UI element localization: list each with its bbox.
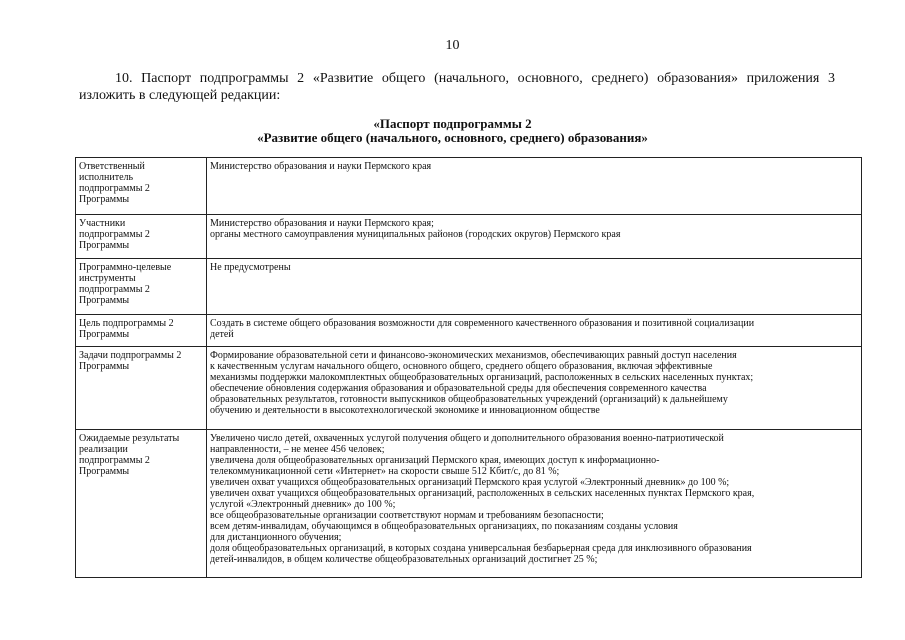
row-label-line: Ожидаемые результаты bbox=[79, 433, 180, 444]
intro-paragraph: 10. Паспорт подпрограммы 2 «Развитие общего (начального, основного, среднего) образования» приложения 3 изложить в следующей редакции: bbox=[79, 71, 835, 103]
row-value-line: увеличен охват учащихся общеобразовательных организаций Пермского края услугой «Электронный дневник» до 100 %; bbox=[210, 477, 730, 488]
row-value-line: детей-инвалидов, в общем количестве общеобразовательных организаций достигнет 25 %; bbox=[210, 554, 598, 565]
row-value-line: Формирование образовательной сети и финансово-экономических механизмов, обеспечивающих равный доступ населения bbox=[210, 350, 737, 361]
row-value-cell bbox=[207, 315, 862, 347]
row-value-line: детей bbox=[210, 329, 234, 340]
row-label-cell bbox=[76, 259, 207, 315]
row-label-cell bbox=[76, 347, 207, 430]
row-value-cell bbox=[207, 215, 862, 259]
title-line: «Развитие общего (начального, основного, среднего) образования» bbox=[257, 130, 648, 145]
row-label-line: инструменты bbox=[79, 273, 136, 284]
row-value-line: обеспечение обновления содержания образования и образовательной среды для обеспечения современного качества bbox=[210, 383, 707, 394]
row-label-line: Программы bbox=[79, 194, 130, 205]
row-label-line: Участники bbox=[79, 218, 126, 229]
table-row bbox=[76, 215, 862, 259]
row-value-line: Не предусмотрены bbox=[210, 262, 291, 273]
table-row bbox=[76, 347, 862, 430]
row-value-line: увеличена доля общеобразовательных организаций Пермского края, имеющих доступ к информационно- bbox=[210, 455, 660, 466]
row-value-cell bbox=[207, 430, 862, 578]
row-value-line: Министерство образования и науки Пермского края; bbox=[210, 218, 434, 229]
row-label-cell bbox=[76, 315, 207, 347]
row-value-line: Министерство образования и науки Пермского края bbox=[210, 161, 432, 172]
row-value-line: органы местного самоуправления муниципальных районов (городских округов) Пермского края bbox=[210, 229, 621, 240]
row-label-line: Цель подпрограммы 2 bbox=[79, 318, 174, 329]
row-value-line: обучению и деятельности в высокотехнологической экономике и инновационном обществе bbox=[210, 405, 600, 416]
title-line: «Паспорт подпрограммы 2 bbox=[373, 116, 532, 131]
row-value-line: Создать в системе общего образования возможности для современного качественного образования и позитивной социализации bbox=[210, 318, 755, 329]
row-label-line: подпрограммы 2 bbox=[79, 183, 150, 194]
passport-table bbox=[75, 157, 862, 578]
table-row bbox=[76, 259, 862, 315]
row-value-line: доля общеобразовательных организаций, в которых создана универсальная безбарьерная среда для инклюзивного образования bbox=[210, 543, 752, 554]
table-row bbox=[76, 158, 862, 215]
page-number: 10 bbox=[445, 38, 460, 53]
row-label-line: подпрограммы 2 bbox=[79, 229, 150, 240]
row-label-line: Программы bbox=[79, 240, 130, 251]
row-label-line: Задачи подпрограммы 2 bbox=[79, 350, 182, 361]
row-label-line: Программы bbox=[79, 466, 130, 477]
row-value-line: телекоммуникационной сети «Интернет» на скорости свыше 512 Кбит/с, до 81 %; bbox=[210, 466, 560, 477]
row-value-line: всем детям-инвалидам, обучающимся в общеобразовательных организациях, по показаниям созданы условия bbox=[210, 521, 678, 532]
row-label-line: реализации bbox=[79, 444, 128, 455]
document-title bbox=[0, 117, 905, 145]
row-label-line: исполнитель bbox=[79, 172, 134, 183]
row-value-line: направленности, – не менее 456 человек; bbox=[210, 444, 385, 455]
row-value-line: образовательных результатов, готовности выпускников общеобразовательных учреждений (организаций) к дальнейшему bbox=[210, 394, 728, 405]
row-label-line: подпрограммы 2 bbox=[79, 455, 150, 466]
row-value-line: услугой «Электронный дневник» до 100 %; bbox=[210, 499, 396, 510]
row-label-cell bbox=[76, 158, 207, 215]
row-label-cell bbox=[76, 215, 207, 259]
row-value-line: для дистанционного обучения; bbox=[210, 532, 342, 543]
row-value-line: механизмы поддержки малокомплектных общеобразовательных организаций, расположенных в сельских населенных пунктах; bbox=[210, 372, 754, 383]
row-value-line: к качественным услугам начального общего, основного общего, среднего общего образования, включая эффективные bbox=[210, 361, 713, 372]
row-value-line: все общеобразовательные организации соответствуют нормам и требованиям безопасности; bbox=[210, 510, 604, 521]
row-label-line: Программы bbox=[79, 329, 130, 340]
row-label-line: подпрограммы 2 bbox=[79, 284, 150, 295]
row-value-line: Увеличено число детей, охваченных услугой получения общего и дополнительного образования военно-патриотической bbox=[210, 433, 724, 444]
row-value-cell bbox=[207, 259, 862, 315]
row-label-line: Программы bbox=[79, 295, 130, 306]
table-row bbox=[76, 315, 862, 347]
table-row bbox=[76, 430, 862, 578]
row-value-line: увеличен охват учащихся общеобразовательных организаций, расположенных в сельских населенных пунктах Пермского края, bbox=[210, 488, 755, 499]
row-value-cell bbox=[207, 347, 862, 430]
row-label-line: Программы bbox=[79, 361, 130, 372]
row-label-line: Ответственный bbox=[79, 161, 145, 172]
row-label-cell bbox=[76, 430, 207, 578]
row-label-line: Программно-целевые bbox=[79, 262, 172, 273]
row-value-cell bbox=[207, 158, 862, 215]
